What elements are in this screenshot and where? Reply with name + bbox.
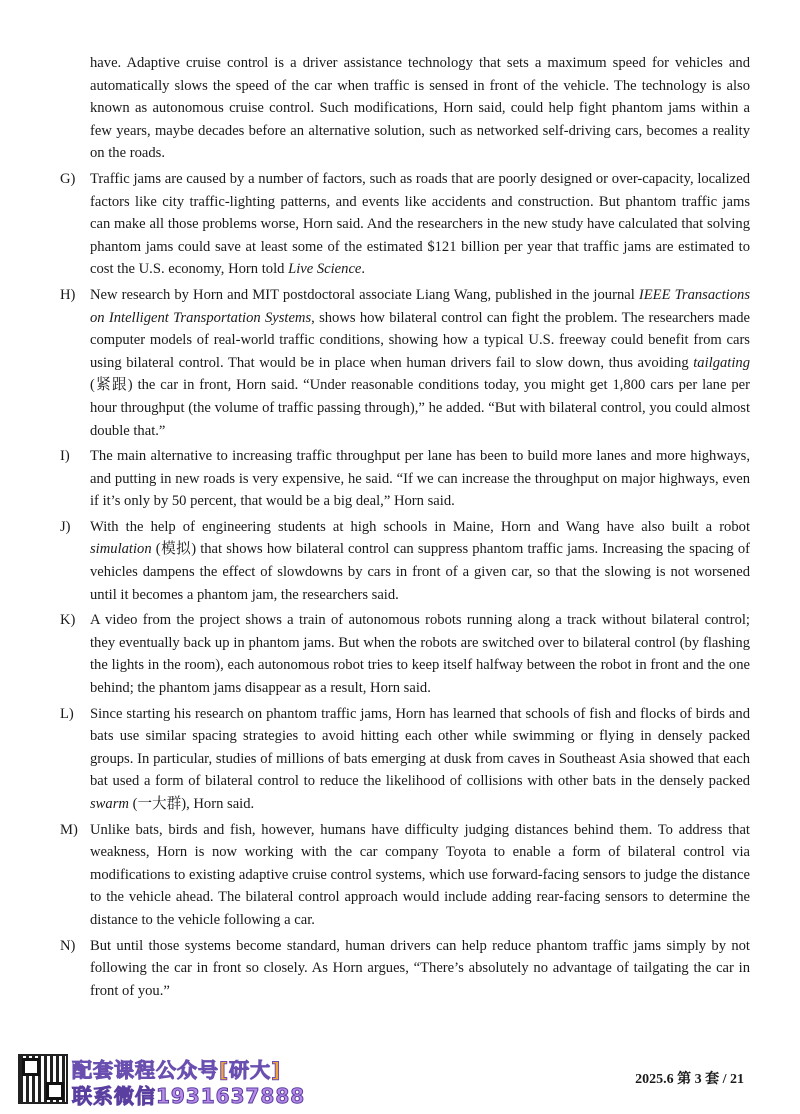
paragraph-letter: J) xyxy=(60,518,71,535)
paragraph-l xyxy=(60,703,750,816)
paragraph-text: A video from the project shows a train of autonomous robots running along a track without bilateral control; they eventually back up in phantom jams. But when the robots are switched over to bilateral control (by flashing the lights in the room), each autonomous robot tries to keep itself halfway between the robot in front and the one behind; the phantom jams disappear as a result, Horn said. xyxy=(90,612,750,697)
paragraph-letter: L) xyxy=(60,705,74,722)
paragraph-letter: K) xyxy=(60,612,76,629)
promo-line-course: 配套课程公众号[研大] xyxy=(72,1058,282,1082)
italic-source: Live Science xyxy=(288,261,362,278)
paragraph-letter: H) xyxy=(60,286,76,303)
article-body xyxy=(60,52,750,1005)
paragraph-j xyxy=(60,516,750,606)
paragraph-text: Since starting his research on phantom traffic jams, Horn has learned that schools of fish and flocks of birds and bats use similar spacing strategies to avoid hitting each other while swimming or flying in densely packed groups. In particular, studies of millions of bats emerging at dusk from caves in Southeast Asia showed that each bat used a form of bilateral control to reduce the likelihood of collisions with other bats in the densely packed xyxy=(90,705,750,790)
paragraph-text: , shows how bilateral control can fight the problem. The researchers made computer models of real-world traffic conditions, showing how a typical U.S. freeway could benefit from cars using bilateral control. That would be in place when human drivers fail to slow down, thus avoiding xyxy=(90,309,750,371)
italic-term: tailgating xyxy=(693,354,750,371)
paragraph-text: New research by Horn and MIT postdoctoral associate Liang Wang, published in the journal xyxy=(90,286,639,303)
paragraph-k xyxy=(60,609,750,699)
italic-term: simulation xyxy=(90,541,152,558)
paragraph-text: (紧跟) the car in front, Horn said. “Under reasonable conditions today, you might get 1,800 cars per lane per hour throughput (the volume of traffic passing through),” he added. “But with bilateral control, you could almost double that.” xyxy=(90,377,750,439)
paragraph-text: Unlike bats, birds and fish, however, humans have difficulty judging distances behind them. To address that weakness, Horn is now working with the car company Toyota to enable a form of bilateral control via modifications to existing adaptive cruise control systems, which use forward-facing sensors to judge the distance to the vehicle ahead. The bilateral control approach would include adding rear-facing sensors to determine the distance to the vehicle following a car. xyxy=(90,821,750,928)
paragraph-g xyxy=(60,168,750,281)
paragraph-i xyxy=(60,445,750,513)
paragraph-tail: . xyxy=(361,261,366,278)
paragraph-letter: N) xyxy=(60,937,76,954)
paragraph-continued xyxy=(60,52,750,165)
paragraph-letter: G) xyxy=(60,170,76,187)
paragraph-text: have. Adaptive cruise control is a driver assistance technology that sets a maximum speed for vehicles and automatically slows the speed of the car when traffic is sensed in front of the vehicle. The technology is also known as autonomous cruise control. Such modifications, Horn said, could help fight phantom jams within a few years, maybe decades before an alternative solution, such as networked self-driving cars, becomes a reality on the roads. xyxy=(90,55,750,162)
paragraph-h xyxy=(60,284,750,442)
qr-code-icon xyxy=(18,1054,68,1104)
italic-term: swarm xyxy=(90,796,129,812)
paragraph-text: (一大群), Horn said. xyxy=(128,796,255,812)
promo-line-contact: 联系微信1931637888 xyxy=(72,1084,306,1108)
paragraph-text: The main alternative to increasing traffic throughput per lane has been to build more lanes and more highways, and putting in new roads is very expensive, he said. “If we can increase the throughput on major highways, even if it’s only by 50 percent, that would be a big deal,” Horn said. xyxy=(90,448,750,510)
paragraph-text: But until those systems become standard, human drivers can help reduce phantom traffic jams simply by not following the car in front so closely. As Horn argues, “There’s absolutely no advantage of tailgating the car in front of you.” xyxy=(90,937,750,999)
paragraph-text: (模拟) that shows how bilateral control can suppress phantom traffic jams. Increasing the spacing of vehicles dampens the effect of slowdowns by cars in front of a given car, so that the slowing is not worsened until it becomes a phantom jam, the researchers said. xyxy=(90,541,750,603)
paragraph-n xyxy=(60,935,750,1003)
paragraph-m xyxy=(60,819,750,932)
page-number: 2025.6 第 3 套 / 21 xyxy=(635,1072,744,1087)
paragraph-text: With the help of engineering students at high schools in Maine, Horn and Wang have also built a robot xyxy=(90,518,750,535)
italic-journal: IEEE Transactions on Intelligent Transportation Systems xyxy=(90,286,750,326)
promo-banner xyxy=(18,1054,318,1106)
paragraph-letter: M) xyxy=(60,821,78,838)
paragraph-text: Traffic jams are caused by a number of factors, such as roads that are poorly designed or over-capacity, localized factors like city traffic-lighting patterns, and events like accidents and construction. But phantom traffic jams can make all those problems worse, Horn said. And the researchers in the new study have calculated that solving phantom jams could save at least some of the estimated $121 billion per year that traffic jams are estimated to cost the U.S. economy, Horn told xyxy=(90,170,750,278)
paragraph-letter: I) xyxy=(60,448,70,465)
